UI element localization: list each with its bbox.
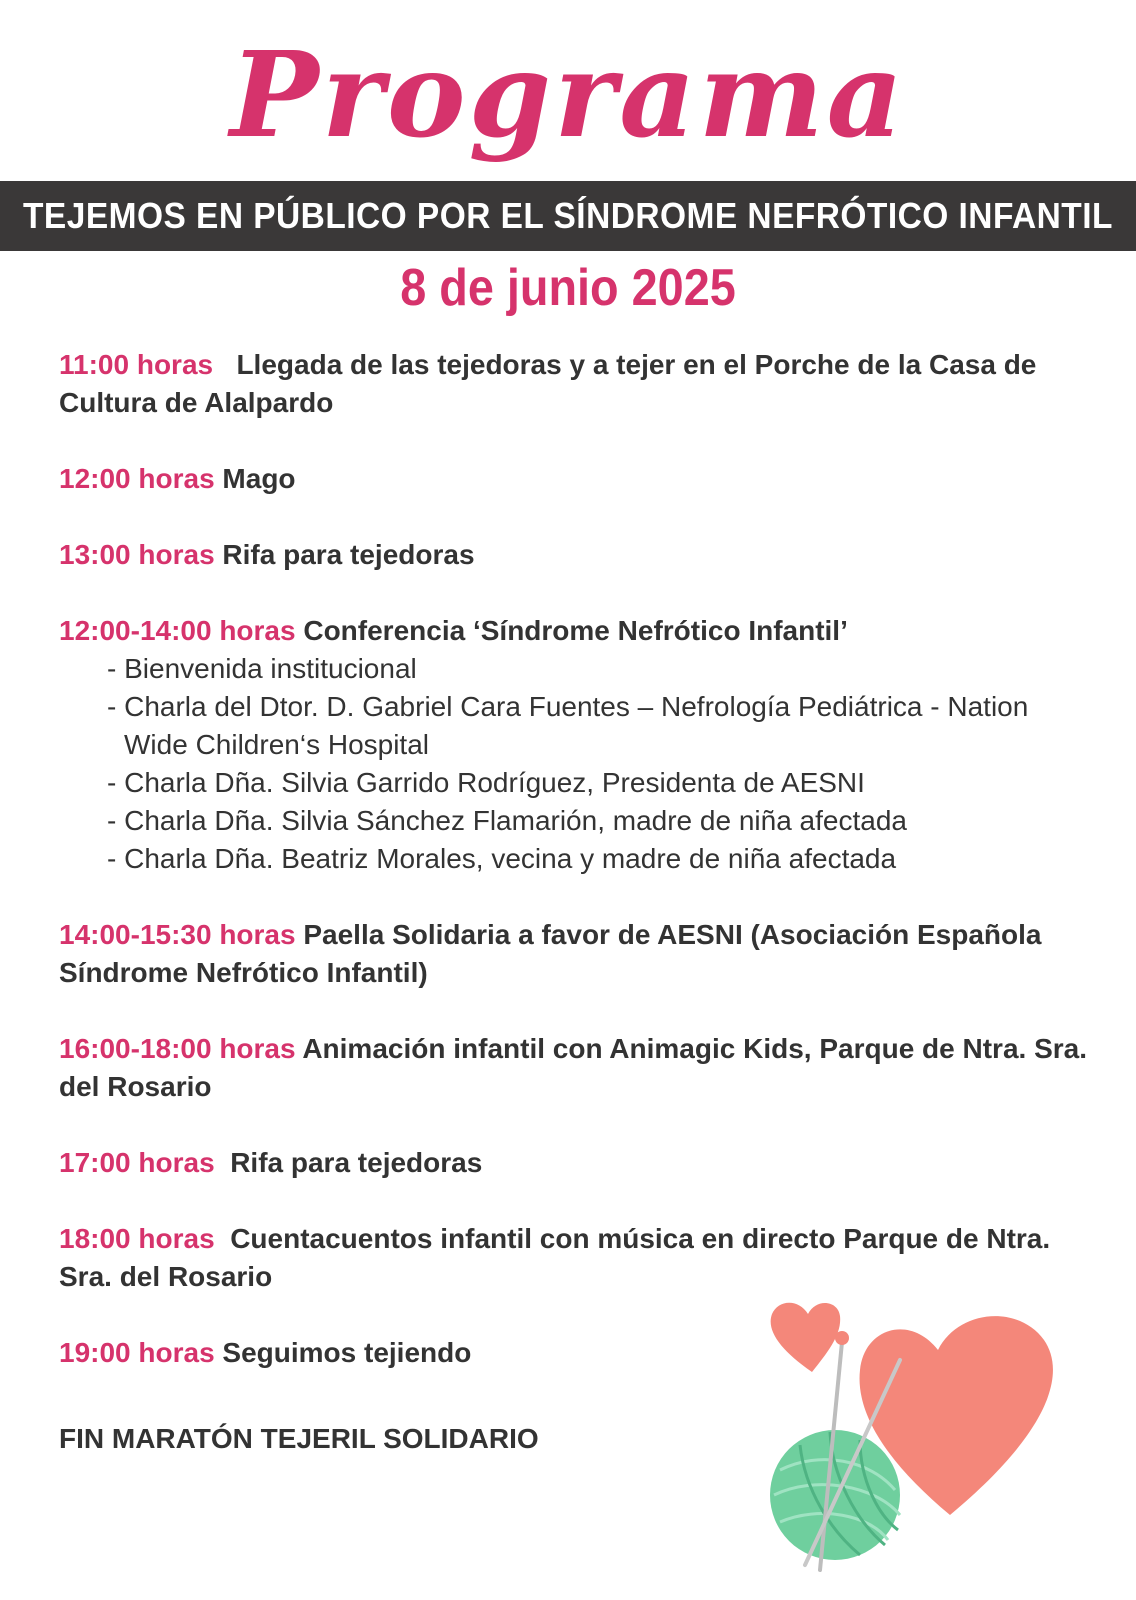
schedule-text: Rifa para tejedoras <box>222 539 475 570</box>
schedule-item <box>59 916 1099 992</box>
conference-sublist <box>59 650 1099 878</box>
schedule-time: 12:00 horas <box>59 463 215 494</box>
schedule-item <box>59 346 1099 422</box>
schedule-time: 19:00 horas <box>59 1337 215 1368</box>
schedule-text: Conferencia ‘Síndrome Nefrótico Infantil’ <box>303 615 848 646</box>
schedule-time: 11:00 horas <box>59 349 214 380</box>
schedule-time: 13:00 horas <box>59 539 215 570</box>
schedule-text: Seguimos tejiendo <box>222 1337 472 1368</box>
schedule-item <box>59 536 1099 574</box>
schedule-list <box>59 346 1099 1410</box>
conference-item: - Charla del Dtor. D. Gabriel Cara Fuentes – Nefrología Pediátrica - Nation Wide Children‘s Hospital <box>107 691 1029 760</box>
banner-title: TEJEMOS EN PÚBLICO POR EL SÍNDROME NEFRÓTICO INFANTIL <box>23 195 1113 236</box>
schedule-text: Llegada de las tejedoras y a tejer en el Porche de la Casa de Cultura de Alalpardo <box>59 349 1037 418</box>
event-date: 8 de junio 2025 <box>400 259 736 317</box>
schedule-time: 14:00-15:30 horas <box>59 919 296 950</box>
conference-item: - Charla Dña. Beatriz Morales, vecina y madre de niña afectada <box>107 843 897 874</box>
schedule-time: 16:00-18:00 horas <box>59 1033 296 1064</box>
schedule-text: Rifa para tejedoras <box>230 1147 483 1178</box>
schedule-time: 17:00 horas <box>59 1147 215 1178</box>
schedule-text: Mago <box>222 463 296 494</box>
conference-item: - Charla Dña. Silvia Garrido Rodríguez, Presidenta de AESNI <box>107 767 865 798</box>
schedule-time: 18:00 horas <box>59 1223 215 1254</box>
small-heart-icon <box>771 1303 841 1372</box>
yarn-ball-icon <box>770 1430 900 1560</box>
title-banner <box>0 181 1136 251</box>
schedule-item <box>59 460 1099 498</box>
schedule-item <box>59 1144 1099 1182</box>
schedule-text: Cuentacuentos infantil con música en directo Parque de Ntra. Sra. del Rosario <box>59 1223 1051 1292</box>
conference-item: - Charla Dña. Silvia Sánchez Flamarión, madre de niña afectada <box>107 805 907 836</box>
knitting-illustration <box>760 1300 1090 1590</box>
script-title: Programa <box>229 25 907 164</box>
conference-item: - Bienvenida institucional <box>107 653 417 684</box>
closing-text: FIN MARATÓN TEJERIL SOLIDARIO <box>59 1423 539 1454</box>
schedule-item-conference <box>59 612 1099 878</box>
schedule-text: Animación infantil con Animagic Kids, Parque de Ntra. Sra. del Rosario <box>59 1033 1087 1102</box>
schedule-time: 12:00-14:00 horas <box>59 615 296 646</box>
schedule-item <box>59 1030 1099 1106</box>
schedule-text: Paella Solidaria a favor de AESNI (Asociación Española Síndrome Nefrótico Infantil) <box>59 919 1042 988</box>
schedule-item <box>59 1220 1099 1296</box>
